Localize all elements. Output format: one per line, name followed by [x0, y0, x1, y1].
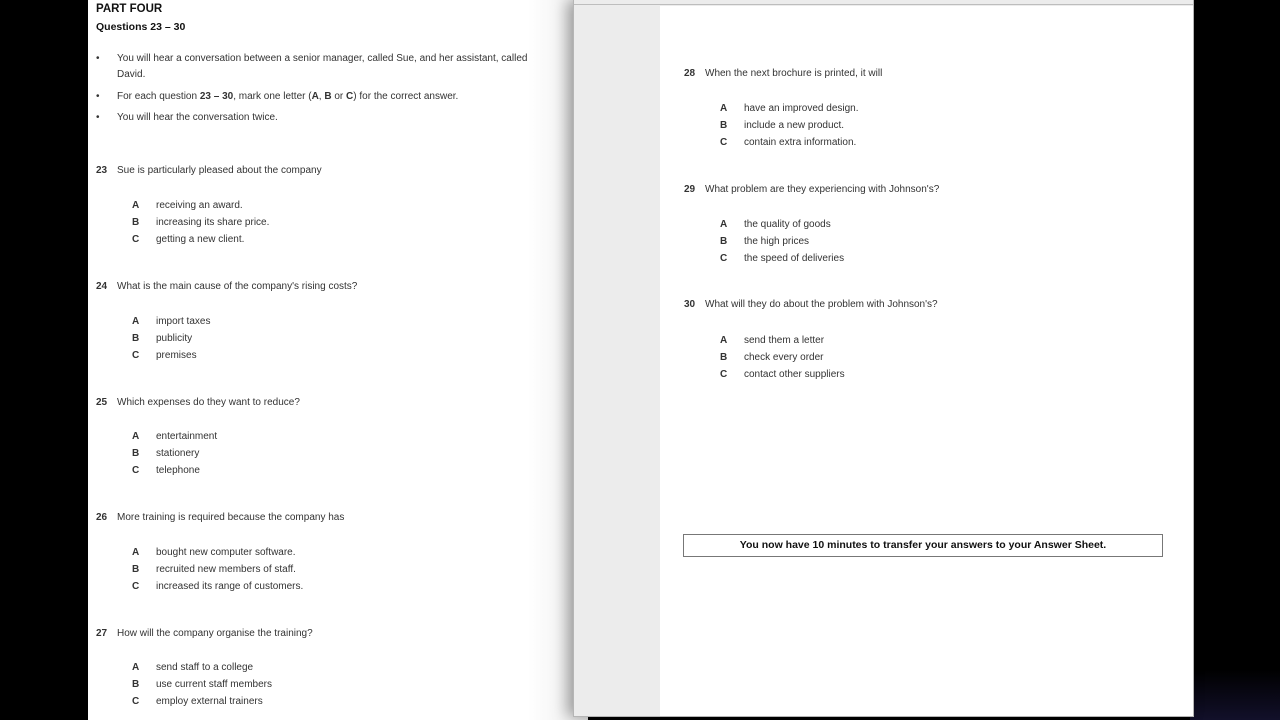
option-28c[interactable]: C contain extra information. — [720, 137, 857, 148]
question-28: 28 When the next brochure is printed, it will — [684, 68, 883, 79]
option-26c[interactable]: C increased its range of customers. — [132, 581, 304, 592]
question-23: 23 Sue is particularly pleased about the company — [96, 165, 322, 176]
option-27a[interactable]: A send staff to a college — [132, 662, 254, 673]
option-24b[interactable]: B publicity — [132, 333, 193, 344]
document-viewer-window — [573, 0, 1194, 717]
option-28a[interactable]: A have an improved design. — [720, 103, 859, 114]
option-24a[interactable]: A import taxes — [132, 316, 211, 327]
question-25: 25 Which expenses do they want to reduce? — [96, 397, 300, 408]
exam-page-left — [88, 0, 588, 720]
instruction-bullet-cont: David. — [117, 69, 146, 80]
option-27c[interactable]: C employ external trainers — [132, 696, 263, 707]
instruction-bullet: • You will hear the conversation twice. — [96, 112, 278, 123]
option-23c[interactable]: C getting a new client. — [132, 234, 245, 245]
option-25b[interactable]: B stationery — [132, 448, 200, 459]
instruction-bullet: • You will hear a conversation between a senior manager, called Sue, and her assistant, called — [96, 53, 528, 64]
question-24: 24 What is the main cause of the company's rising costs? — [96, 281, 358, 292]
option-29a[interactable]: A the quality of goods — [720, 219, 831, 230]
part-title: PART FOUR — [96, 3, 163, 15]
option-26b[interactable]: B recruited new members of staff. — [132, 564, 296, 575]
option-27b[interactable]: B use current staff members — [132, 679, 272, 690]
option-30a[interactable]: A send them a letter — [720, 335, 825, 346]
bullet-icon: • — [96, 112, 100, 123]
option-26a[interactable]: A bought new computer software. — [132, 547, 296, 558]
question-27: 27 How will the company organise the training? — [96, 628, 313, 639]
desktop-background — [1190, 0, 1280, 720]
option-25a[interactable]: A entertainment — [132, 431, 218, 442]
question-26: 26 More training is required because the company has — [96, 512, 345, 523]
window-top-edge — [574, 4, 1193, 5]
instruction-bullet: • For each question 23 – 30, mark one letter (A, B or C) for the correct answer. — [96, 91, 459, 102]
questions-range: Questions 23 – 30 — [96, 21, 186, 33]
question-29: 29 What problem are they experiencing with Johnson's? — [684, 184, 940, 195]
bullet-icon: • — [96, 91, 100, 102]
option-24c[interactable]: C premises — [132, 350, 197, 361]
bullet-icon: • — [96, 53, 100, 64]
answer-sheet-notice: You now have 10 minutes to transfer your answers to your Answer Sheet. — [683, 534, 1163, 557]
question-30: 30 What will they do about the problem with Johnson's? — [684, 299, 938, 310]
option-23b[interactable]: B increasing its share price. — [132, 217, 270, 228]
option-25c[interactable]: C telephone — [132, 465, 200, 476]
exam-page-right — [660, 6, 1193, 716]
option-28b[interactable]: B include a new product. — [720, 120, 845, 131]
option-29c[interactable]: C the speed of deliveries — [720, 253, 845, 264]
option-30c[interactable]: C contact other suppliers — [720, 369, 845, 380]
option-23a[interactable]: A receiving an award. — [132, 200, 243, 211]
option-30b[interactable]: B check every order — [720, 352, 824, 363]
option-29b[interactable]: B the high prices — [720, 236, 810, 247]
